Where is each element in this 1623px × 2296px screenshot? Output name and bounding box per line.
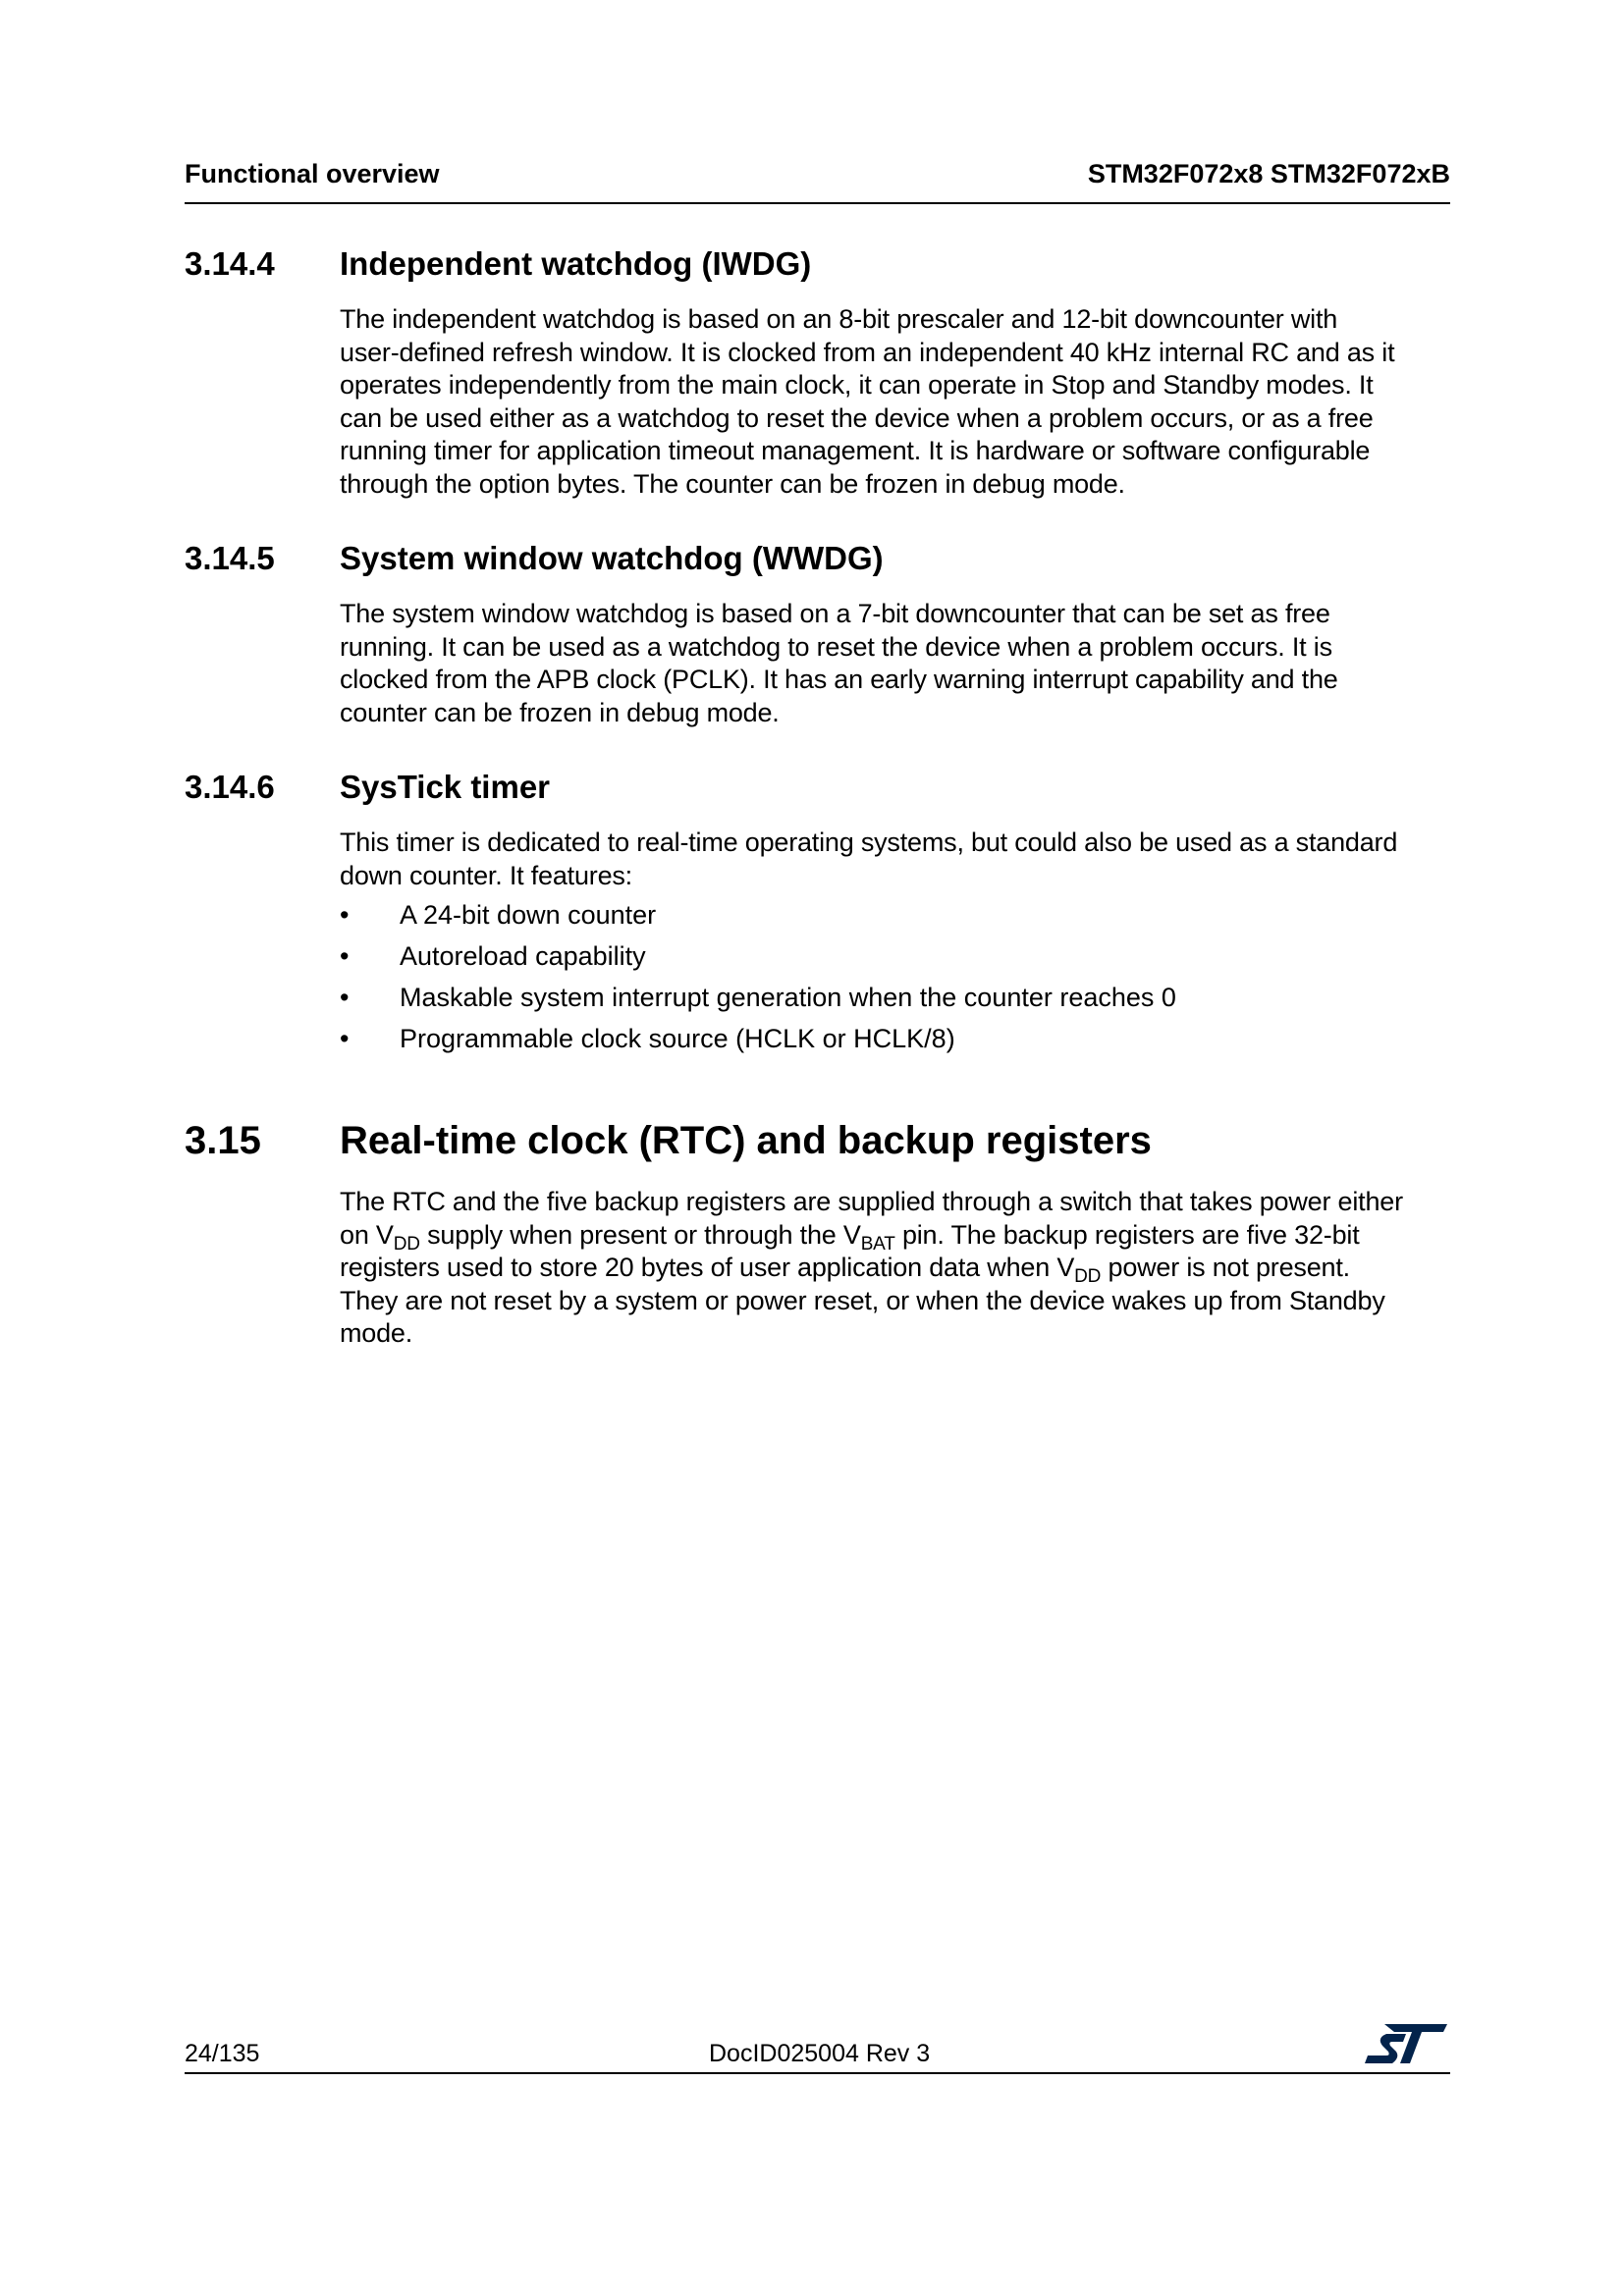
text-line: The system window watchdog is based on a 7-bit downcounter that can be set as free [340, 599, 1330, 628]
list-item-text: A 24-bit down counter [400, 900, 657, 930]
heading-number: 3.14.4 [185, 245, 275, 282]
paragraph-rtc [340, 1186, 1454, 1351]
list-item [340, 983, 1454, 1024]
text-line: can be used either as a watchdog to reset the device when a problem occurs, or as a free [340, 402, 1374, 433]
list-item [340, 941, 1454, 983]
text-line: down counter. It features: [340, 860, 632, 890]
footer-divider [185, 2072, 1450, 2074]
list-item-text: Maskable system interrupt generation when the counter reaches 0 [400, 983, 1176, 1012]
text-run: supply when present or through the V [419, 1219, 861, 1250]
list-item-text: Programmable clock source (HCLK or HCLK/8) [400, 1024, 955, 1053]
paragraph-wwdg [340, 598, 1454, 729]
paragraph-systick [340, 827, 1454, 892]
text-line: operates independently from the main clock, it can operate in Stop and Standby modes. It [340, 370, 1374, 400]
list-item-text: Autoreload capability [400, 941, 646, 971]
text-line [340, 1252, 1454, 1288]
text-line: mode. [340, 1318, 413, 1349]
heading-number: 3.15 [185, 1119, 261, 1162]
text-line: The RTC and the five backup registers are supplied through a switch that takes power either [340, 1187, 1403, 1216]
text-line: running. It can be used as a watchdog to reset the device when a problem occurs. It is [340, 631, 1332, 662]
text-line: clocked from the APB clock (PCLK). It has an early warning interrupt capability and the [340, 665, 1338, 695]
heading-number: 3.14.6 [185, 769, 275, 805]
bullet-icon: • [340, 983, 350, 1012]
text-line: running timer for application timeout management. It is hardware or software configurable [340, 436, 1371, 466]
text-run: registers used to store 20 bytes of user application data when V [340, 1253, 1075, 1283]
text-line: through the option bytes. The counter can be frozen in debug mode. [340, 468, 1125, 499]
subscript-bat: BAT [860, 1233, 895, 1255]
heading-title: Independent watchdog (IWDG) [340, 245, 812, 282]
subscript-dd: DD [393, 1233, 420, 1255]
text-line: The independent watchdog is based on an 8-bit prescaler and 12-bit downcounter with [340, 304, 1338, 334]
header-section-title: Functional overview [185, 159, 440, 188]
bullet-icon: • [340, 1024, 350, 1053]
heading-title: SysTick timer [340, 769, 551, 805]
heading-title: Real-time clock (RTC) and backup registers [340, 1119, 1152, 1162]
bullet-list-systick-features [340, 900, 1454, 1065]
text-run: on V [340, 1219, 394, 1250]
header-part-numbers: STM32F072x8 STM32F072xB [1087, 159, 1450, 188]
bullet-icon: • [340, 900, 350, 930]
header-divider [185, 202, 1450, 204]
list-item [340, 900, 1454, 941]
list-item [340, 1024, 1454, 1065]
bullet-icon: • [340, 941, 350, 971]
heading-title: System window watchdog (WWDG) [340, 540, 884, 576]
text-run: power is not present. [1101, 1253, 1350, 1283]
footer-page-number: 24/135 [185, 2040, 260, 2067]
text-line: counter can be frozen in debug mode. [340, 697, 780, 727]
text-line: They are not reset by a system or power reset, or when the device wakes up from Standby [340, 1285, 1385, 1315]
paragraph-iwdg [340, 303, 1454, 502]
text-run: pin. The backup registers are five 32-bit [894, 1219, 1360, 1250]
subscript-dd: DD [1074, 1266, 1102, 1288]
footer-doc-id: DocID025004 Rev 3 [709, 2040, 931, 2067]
heading-number: 3.14.5 [185, 540, 275, 576]
text-line: This timer is dedicated to real-time operating systems, but could also be used as a standard [340, 828, 1398, 857]
text-line: user-defined refresh window. It is clocked from an independent 40 kHz internal RC and as it [340, 337, 1395, 367]
st-logo-icon [1365, 2020, 1447, 2067]
text-line [340, 1219, 1454, 1253]
